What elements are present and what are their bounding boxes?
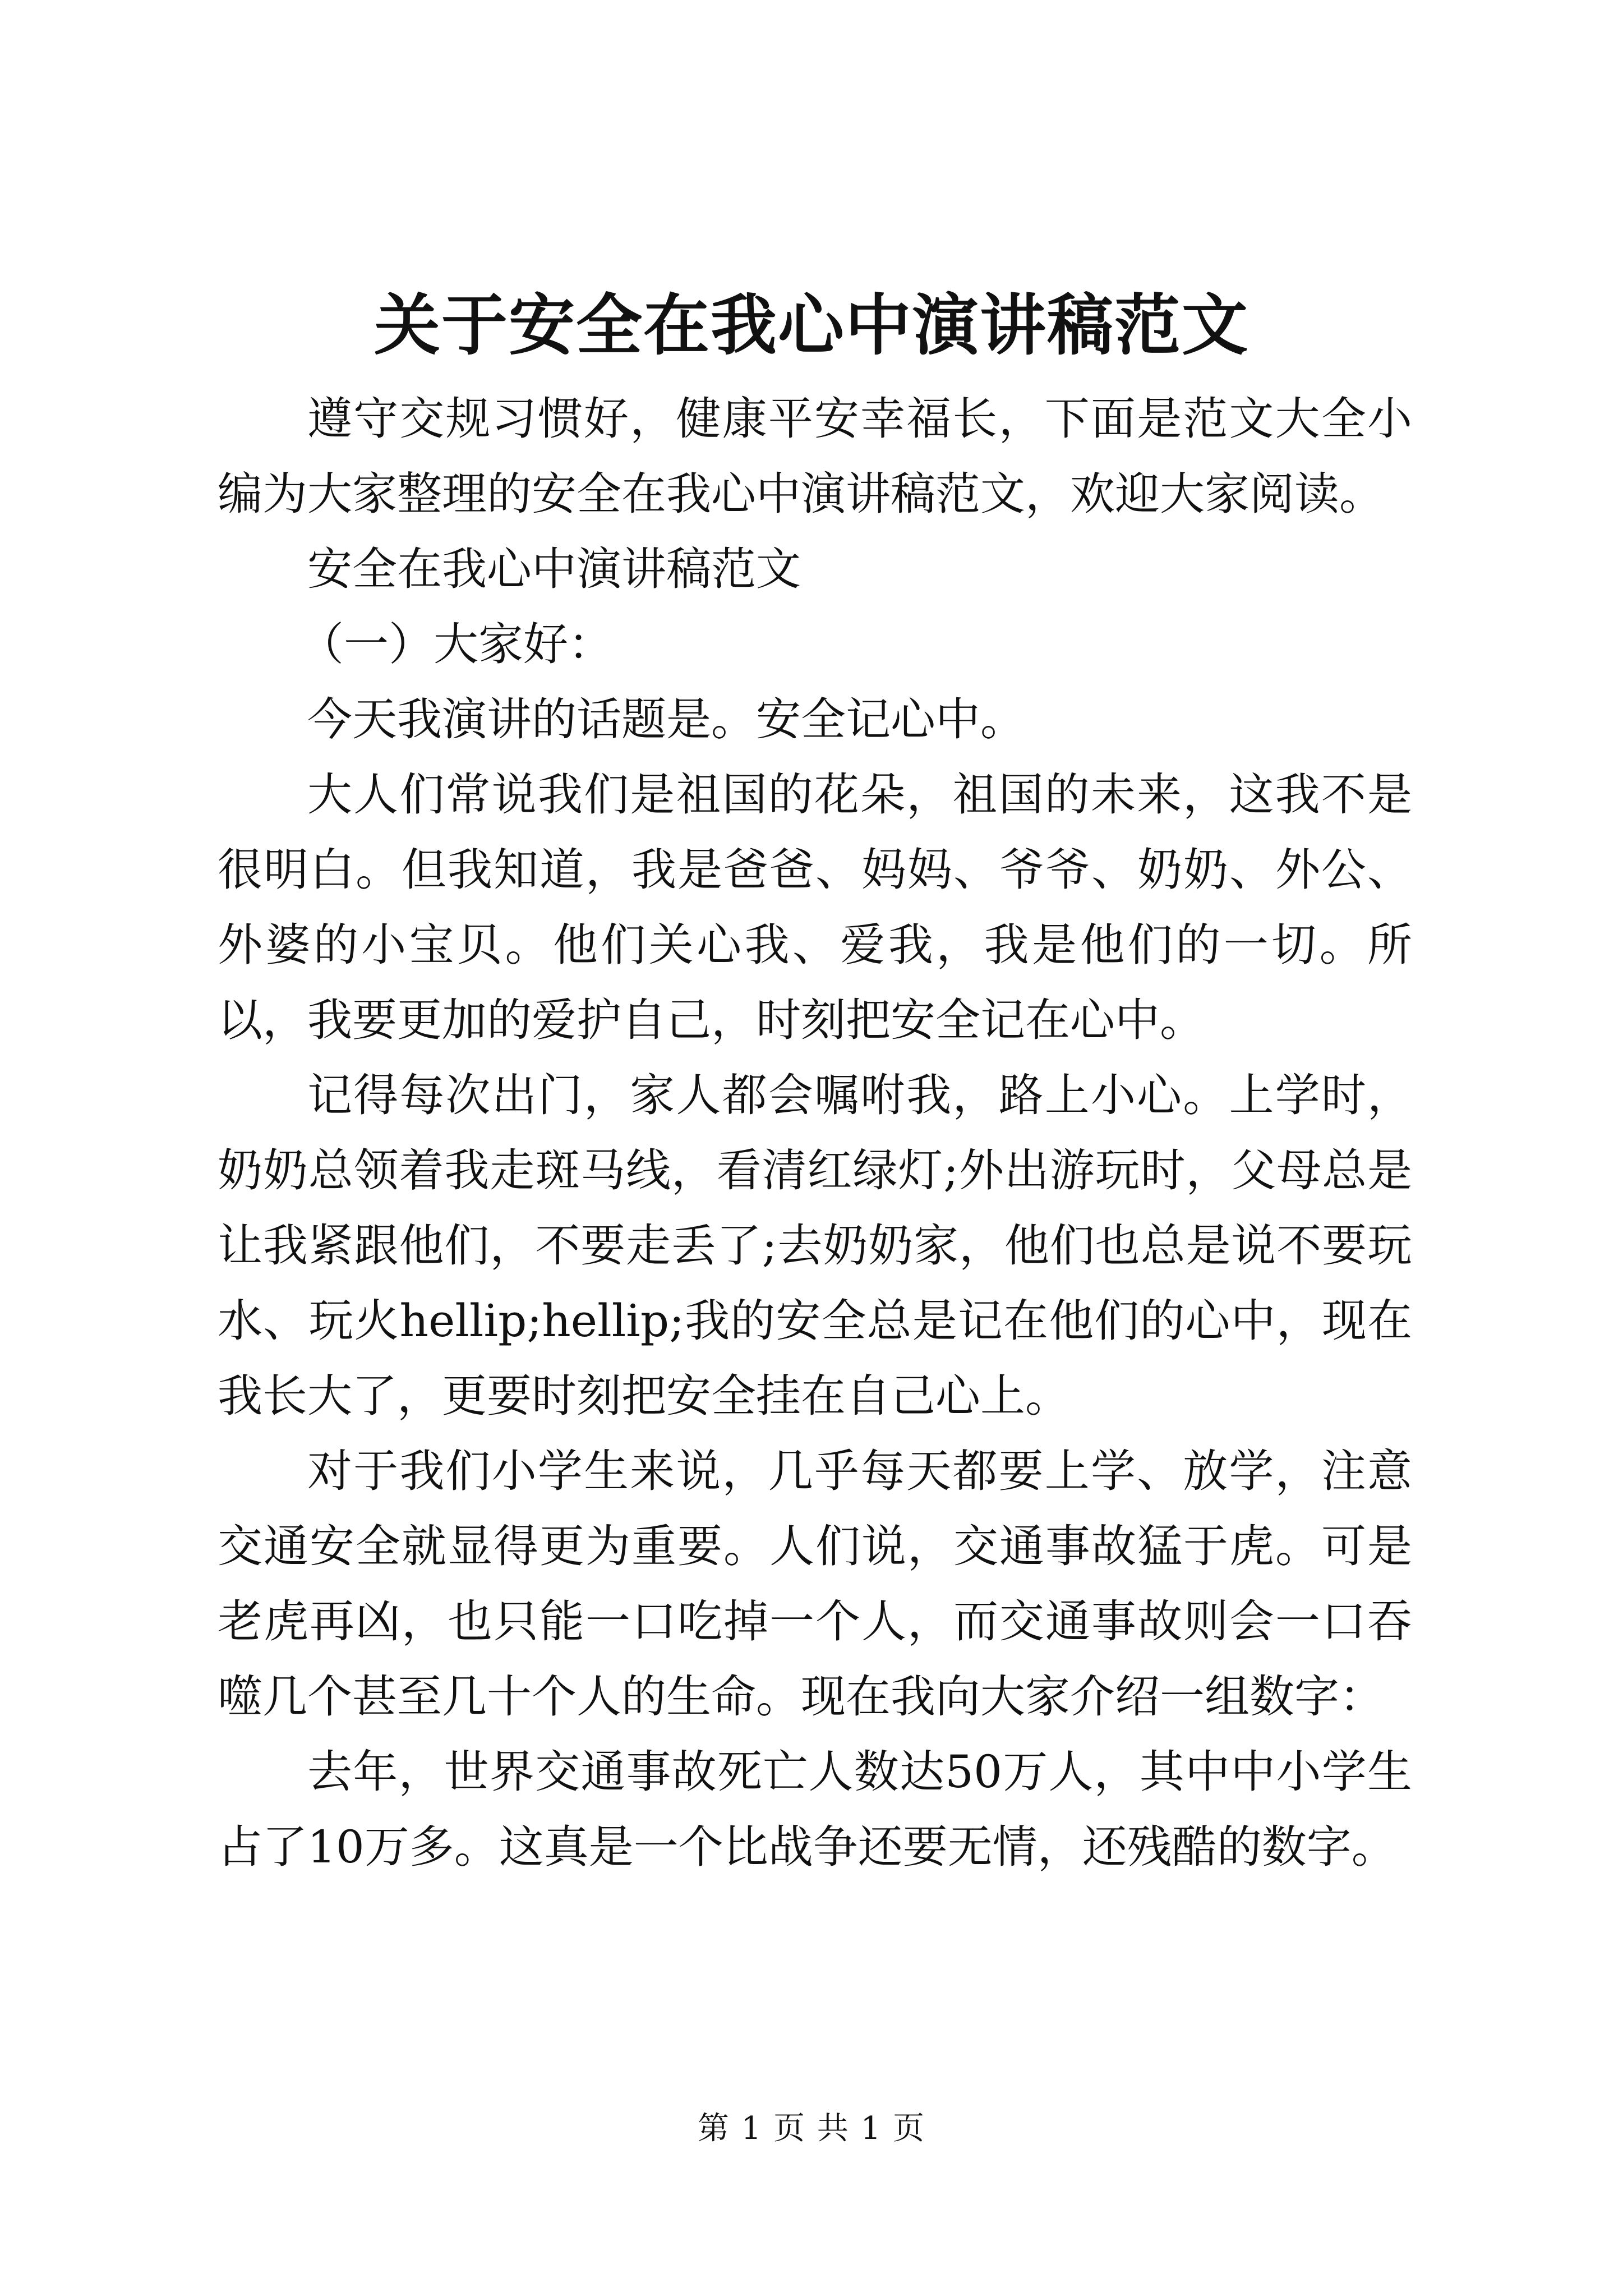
page-footer: 第 1 页 共 1 页 xyxy=(697,2110,926,2147)
body-paragraph: 大人们常说我们是祖国的花朵，祖国的未来，这我不是很明白。但我知道，我是爸爸、妈妈、爷爷、奶奶、外公、外婆的小宝贝。他们关心我、爱我，我是他们的一切。所以，我要更加的爱护自己，时刻把安全记在心中。 xyxy=(218,769,1412,1046)
body-paragraph: 去年，世界交通事故死亡人数达50万人，其中中小学生占了10万多。这真是一个比战争还要无情，还残酷的数字。 xyxy=(218,1746,1412,1873)
document-title: 关于安全在我心中演讲稿范文 xyxy=(374,286,1249,364)
greeting-paragraph: （一）大家好： xyxy=(299,618,613,670)
body-paragraph: 对于我们小学生来说，几乎每天都要上学、放学，注意交通安全就显得更为重要。人们说，交通事故猛于虎。可是老虎再凶，也只能一口吃掉一个人，而交通事故则会一口吞噬几个甚至几十个人的生命。现在我向大家介绍一组数字： xyxy=(218,1445,1412,1723)
topic-paragraph: 今天我演讲的话题是。安全记心中。 xyxy=(307,693,1025,746)
section-heading: 安全在我心中演讲稿范文 xyxy=(307,543,801,595)
body-paragraph: 记得每次出门，家人都会嘱咐我，路上小心。上学时，奶奶总领着我走斑马线，看清红绿灯;外出游玩时，父母总是让我紧跟他们，不要走丢了;去奶奶家，他们也总是说不要玩水、玩火hellip;hellip;我的安全总是记在他们的心中，现在我长大了，更要时刻把安全挂在自己心上。 xyxy=(218,1069,1412,1422)
document-body xyxy=(218,381,1412,1885)
intro-paragraph: 遵守交规习惯好，健康平安幸福长，下面是范文大全小编为大家整理的安全在我心中演讲稿范文，欢迎大家阅读。 xyxy=(218,393,1412,520)
